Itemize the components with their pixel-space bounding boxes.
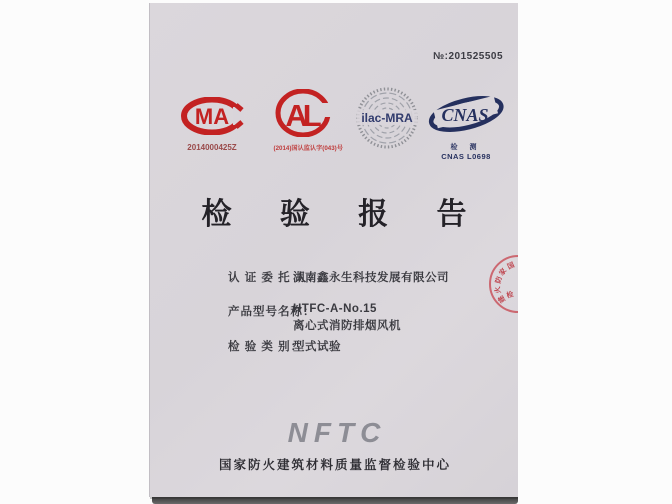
report-title: 检 验 报 告 bbox=[201, 198, 487, 231]
report-number: №:201525505 bbox=[433, 51, 504, 62]
issuing-organization-name: 国家防火建筑材料质量监督检验中心 bbox=[218, 458, 451, 472]
cal-letters: AL bbox=[285, 98, 317, 133]
ilac-mra-logo bbox=[356, 87, 418, 154]
certificate-paper bbox=[150, 3, 518, 497]
ilac-mra-globe-icon bbox=[356, 87, 418, 149]
field-value-test-category: 型式试验 bbox=[293, 341, 341, 353]
cnas-logo bbox=[427, 95, 505, 161]
field-value-product-name: 离心式消防排烟风机 bbox=[293, 320, 401, 332]
cal-logo bbox=[272, 89, 343, 152]
cal-mark-icon bbox=[275, 89, 331, 137]
cnas-swoosh-icon bbox=[427, 95, 505, 133]
cma-letters: MA bbox=[194, 104, 230, 129]
cnas-caption-jiance: 检 测 bbox=[450, 144, 482, 151]
field-label-applicant: 认 证 委 托 人： bbox=[228, 272, 320, 284]
nftc-wordmark: NFTC bbox=[287, 417, 387, 448]
field-value-applicant: 湖南鑫永生科技发展有限公司 bbox=[293, 272, 449, 284]
stamp-char: 建 bbox=[497, 293, 508, 304]
cma-mark-icon bbox=[180, 97, 244, 135]
cnas-caption-number: CNAS L0698 bbox=[441, 152, 491, 161]
stamp-char: 家 bbox=[498, 267, 509, 278]
field-label-product-model: 产品型号名称： bbox=[228, 306, 316, 318]
ilac-mra-letters: ilac-MRA bbox=[361, 111, 413, 125]
stamp-char: 防 bbox=[495, 275, 504, 285]
cma-logo bbox=[178, 97, 246, 152]
field-label-test-category: 检 验 类 别： bbox=[228, 341, 304, 353]
stamp-char: 火 bbox=[494, 285, 503, 294]
cal-caption: (2014)国认监认字(043)号 bbox=[273, 145, 343, 152]
stamp-inner-char: 检 bbox=[505, 291, 515, 300]
cnas-letters: CNAS bbox=[441, 105, 489, 125]
cma-caption: 2014000425Z bbox=[187, 143, 237, 152]
stamp-char: 国 bbox=[506, 261, 516, 272]
red-round-stamp bbox=[489, 255, 518, 313]
field-value-product-model: HTFC-A-No.15 bbox=[293, 303, 377, 315]
paper-bottom-shadow bbox=[152, 497, 518, 504]
